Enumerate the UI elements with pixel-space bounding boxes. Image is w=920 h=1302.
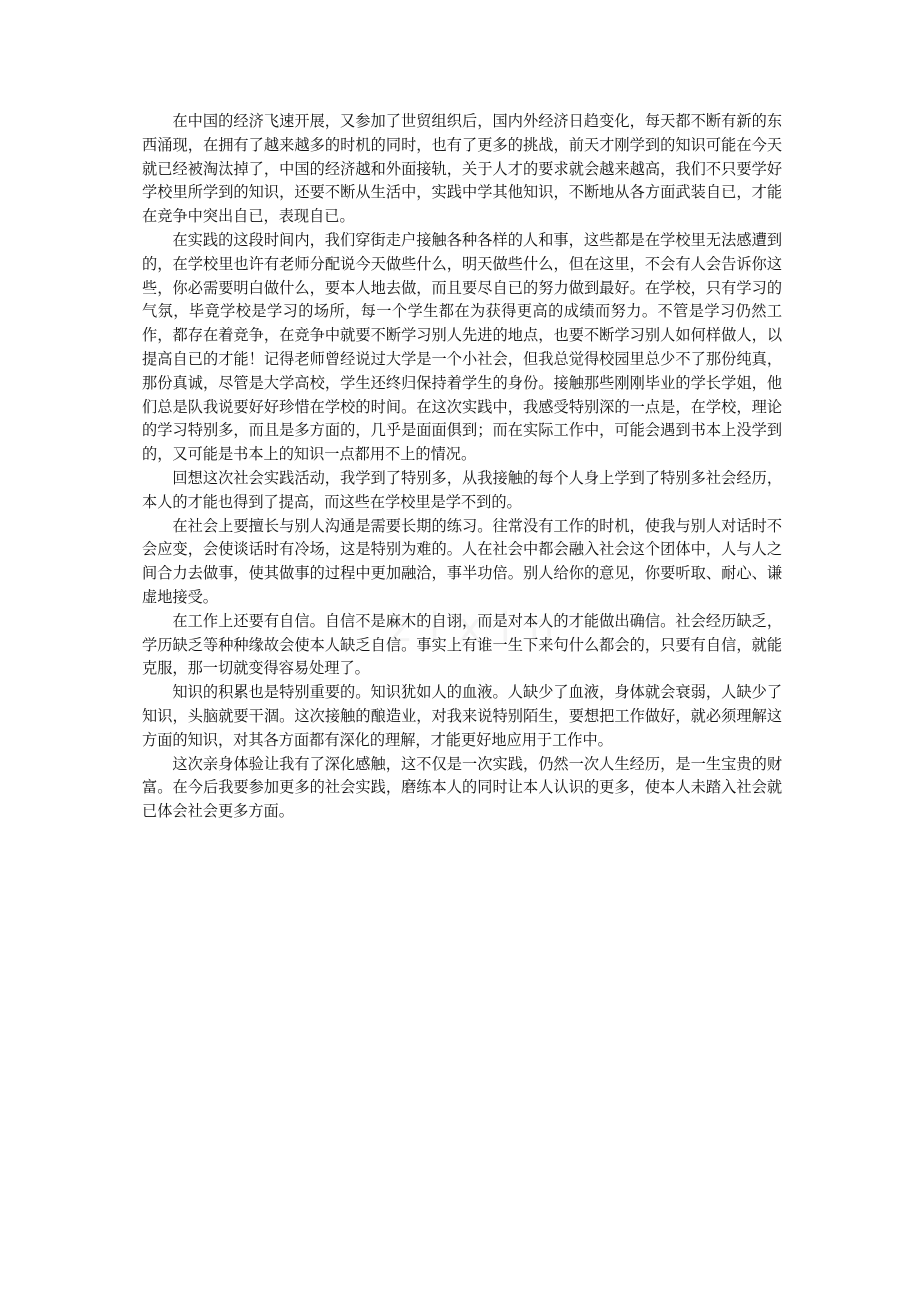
paragraph-7: 这次亲身体验让我有了深化感触，这不仅是一次实践，仍然一次人生经历，是一生宝贵的财富。在今后我要参加更多的社会实践，磨练本人的同时让本人认识的更多，使本人未踏入社会就已体会社会更多方面。 [142,754,782,821]
paragraph-2: 在实践的这段时间内，我们穿街走户接触各种各样的人和事，这些都是在学校里无法感遭到的，在学校里也许有老师分配说今天做些什么，明天做些什么，但在这里，不会有人会告诉你这些，你必需要明白做什么，要本人地去做，而且要尽自已的努力做到最好。在学校，只有学习的气氛，毕竟学校是学习的场所，每一个学生都在为获得更高的成绩而努力。不管是学习仍然工作，都存在着竞争，在竞争中就要不断学习别人先进的地点，也要不断学习别人如何样做人，以提高自已的才能！记得老师曾经说过大学是一个小社会，但我总觉得校园里总少不了那份纯真，那份真诚，尽管是大学高校，学生还终归保持着学生的身份。接触那些刚刚毕业的学长学姐，他们总是队我说要好好珍惜在学校的时间。在这次实践中，我感受特别深的一点是，在学校，理论的学习特别多，而且是多方面的，几乎是面面俱到；而在实际工作中，可能会遇到书本上没学到的，又可能是书本上的知识一点都用不上的情况。 [142,230,782,464]
paragraph-3: 回想这次社会实践活动，我学到了特别多，从我接触的每个人身上学到了特别多社会经历，本人的才能也得到了提高，而这些在学校里是学不到的。 [142,468,782,511]
paragraph-1: 在中国的经济飞速开展，又参加了世贸组织后，国内外经济日趋变化，每天都不断有新的东西涌现，在拥有了越来越多的时机的同时，也有了更多的挑战，前天才刚学到的知识可能在今天就已经被淘汰掉了，中国的经济越和外面接轨，关于人才的要求就会越来越高，我们不只要学好学校里所学到的知识，还要不断从生活中，实践中学其他知识，不断地从各方面武装自已，才能在竞争中突出自已，表现自已。 [142,112,782,226]
paragraph-5: 在工作上还要有自信。自信不是麻木的自诩，而是对本人的才能做出确信。社会经历缺乏，学历缺乏等种种缘故会使本人缺乏自信。事实上有谁一生下来句什么都会的，只要有自信，就能克服，那一切就变得容易处理了。 [142,611,782,678]
paragraph-6: 知识的积累也是特别重要的。知识犹如人的血液。人缺少了血液，身体就会衰弱，人缺少了知识，头脑就要干涸。这次接触的酿造业，对我来说特别陌生，要想把工作做好，就必须理解这方面的知识，对其各方面都有深化的理解，才能更好地应用于工作中。 [142,683,782,749]
paragraph-4: 在社会上要擅长与别人沟通是需要长期的练习。往常没有工作的时机，使我与别人对话时不会应变，会使谈话时有冷场，这是特别为难的。人在社会中都会融入社会这个团体中，人与人之间合力去做事，使其做事的过程中更加融洽，事半功倍。别人给你的意见，你要听取、耐心、谦虚地接受。 [142,516,782,606]
document-body [142,110,782,824]
